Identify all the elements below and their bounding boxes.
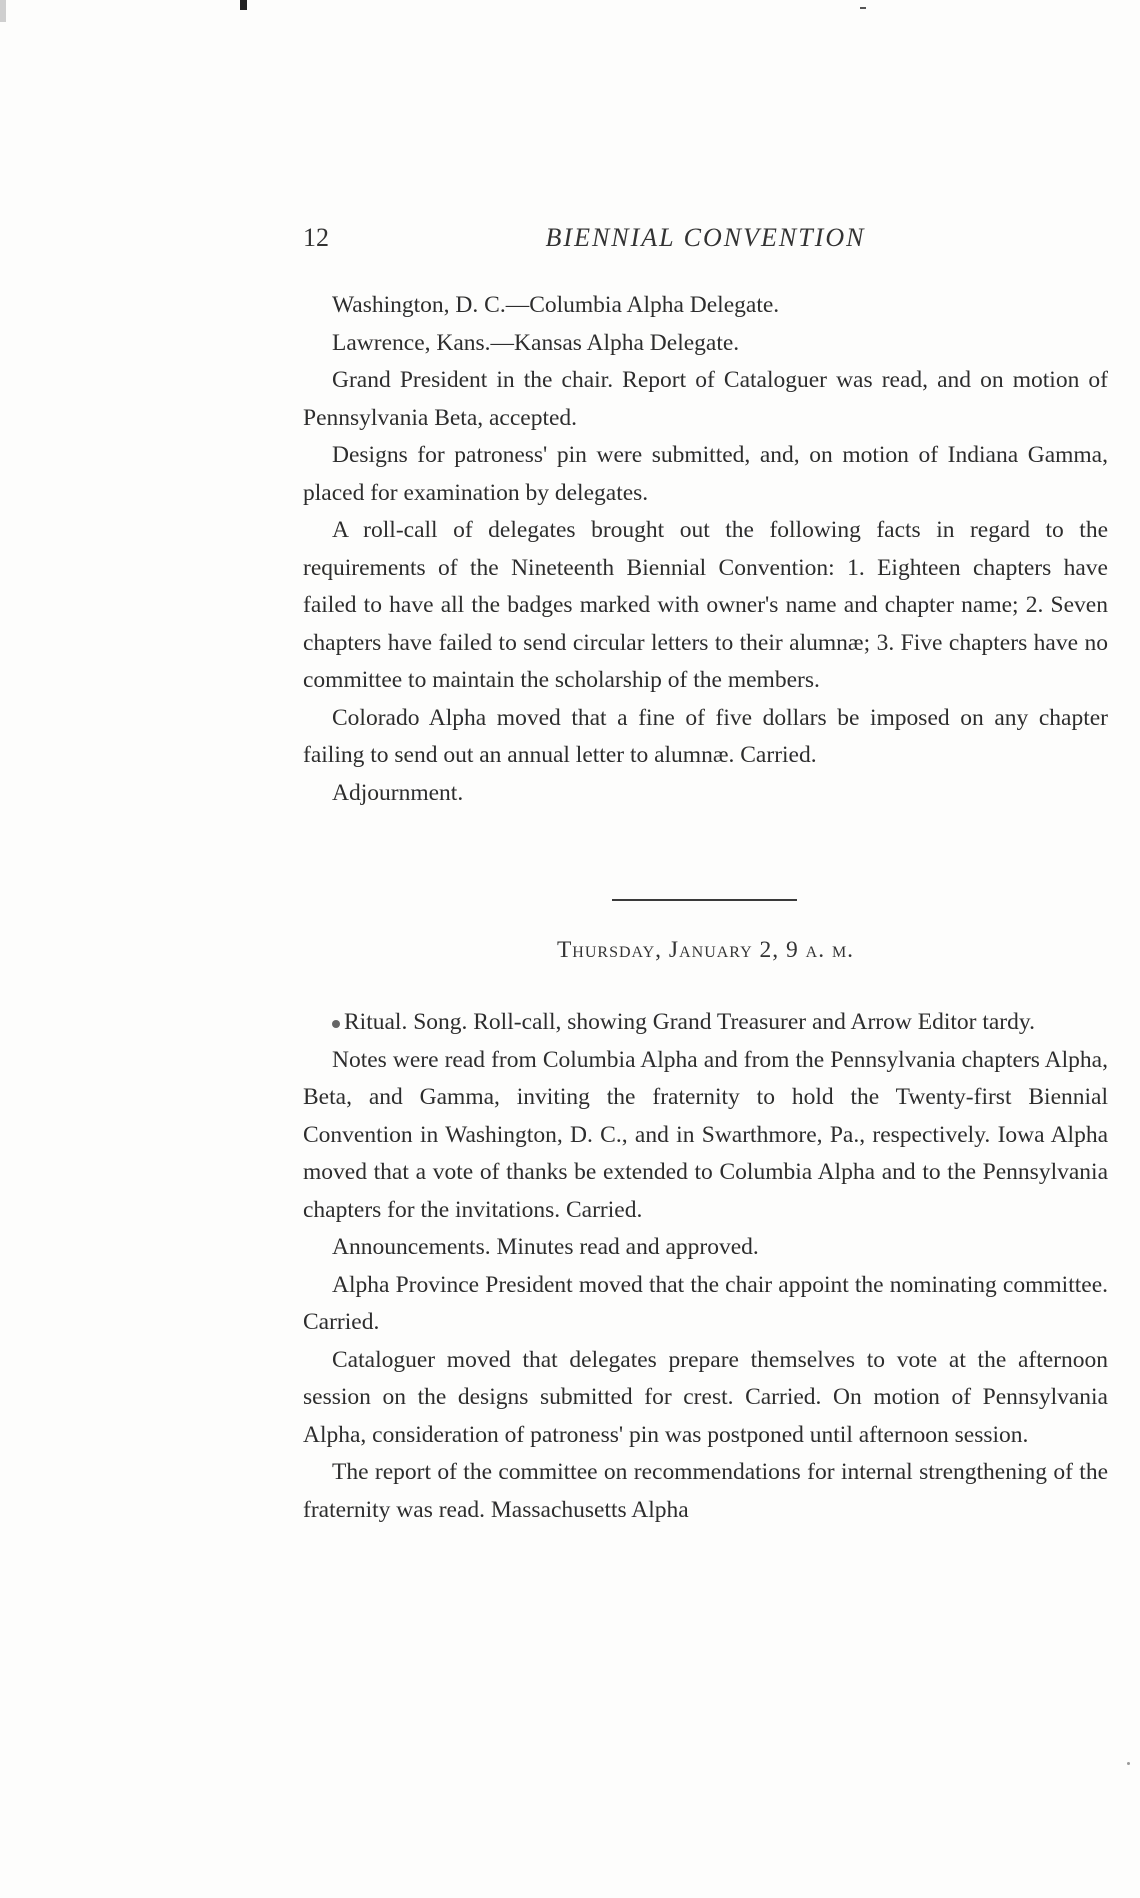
scan-edge-mark [0,0,6,22]
running-title: BIENNIAL CONVENTION [545,223,866,252]
paragraph: Designs for patroness' pin were submitted, and, on motion of Indiana Gamma, placed for examination by delegates. [303,442,1108,506]
minutes-block-first [303,287,1108,812]
section-heading: Thursday, January 2, 9 a. m. [556,937,855,963]
paragraph: Adjournment. [332,779,464,806]
minutes-block-second [303,1004,1108,1529]
paragraph: Alpha Province President moved that the chair appoint the nominating committee. Carried. [303,1271,1108,1335]
scan-speck [1127,1762,1130,1765]
paragraph: A roll-call of delegates brought out the following facts in regard to the requirements of the Nineteenth Biennial Convention: 1. Eighteen chapters have failed to have all the badges marked with owner's name and chapter name; 2. Seven chapters have failed to send circular letters to their alumnæ; 3. Five chapters have no committee to maintain the scholarship of the members. [303,517,1108,693]
paragraph: Cataloguer moved that delegates prepare themselves to vote at the afternoon session on the designs submitted for crest. Carried. On motion of Pennsylvania Alpha, consideration of patroness' pin was postponed until afternoon session. [303,1346,1108,1448]
paragraph: Washington, D. C.—Columbia Alpha Delegate. [332,292,780,318]
paragraph: Lawrence, Kans.—Kansas Alpha Delegate. [332,329,740,356]
page-header [303,223,1108,263]
section-divider [612,899,797,901]
paragraph: Colorado Alpha moved that a fine of five dollars be imposed on any chapter failing to send out an annual letter to alumnæ. Carried. [303,704,1108,768]
paragraph: Grand President in the chair. Report of Cataloguer was read, and on motion of Pennsylvania Beta, accepted. [303,367,1108,431]
scan-dash-mark [860,7,866,9]
paragraph [303,1004,1108,1042]
paragraph: The report of the committee on recommendations for internal strengthening of the fraternity was read. Massachusetts Alpha [303,1459,1108,1523]
paragraph-text: Ritual. Song. Roll-call, showing Grand Treasurer and Arrow Editor tardy. [344,1009,1035,1035]
ink-dot-icon [332,1020,340,1028]
page-number: 12 [303,223,329,252]
paragraph: Announcements. Minutes read and approved. [332,1234,759,1260]
scan-ink-mark [240,0,247,10]
paragraph: Notes were read from Columbia Alpha and from the Pennsylvania chapters Alpha, Beta, and Gamma, inviting the fraternity to hold the Twenty-first Biennial Convention in Washington, D. C., and in Swarthmore, Pa., respectively. Iowa Alpha moved that a vote of thanks be extended to Columbia Alpha and to the Pennsylvania chapters for the invitations. Carried. [303,1046,1108,1223]
